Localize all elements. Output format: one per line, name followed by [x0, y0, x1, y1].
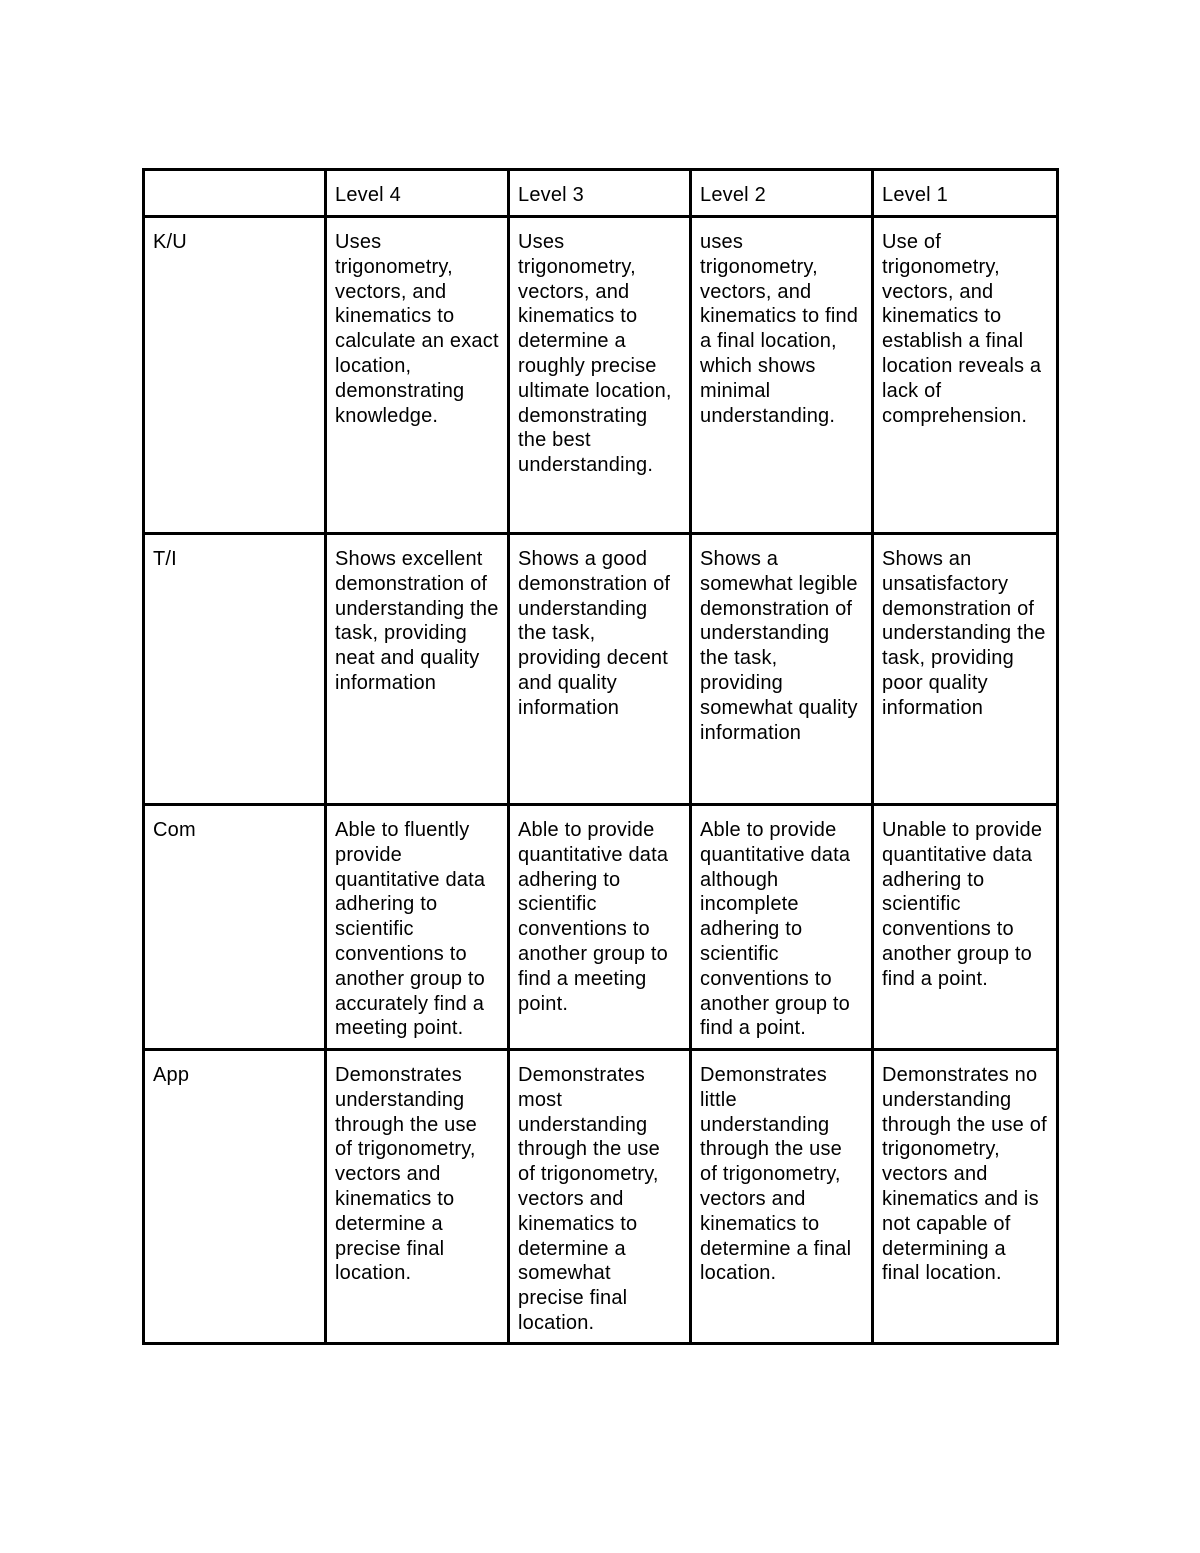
criteria-cell: Unable to provide quantitative data adhering to scientific conventions to another group to find a point.	[873, 805, 1058, 1050]
table-row	[144, 217, 1058, 534]
header-level-3: Level 3	[509, 170, 691, 217]
header-level-1: Level 1	[873, 170, 1058, 217]
criteria-cell: uses trigonometry, vectors, and kinematics to find a final location, which shows minimal understanding.	[691, 217, 873, 534]
header-corner-cell	[144, 170, 326, 217]
header-level-4: Level 4	[326, 170, 509, 217]
criteria-cell: Shows a somewhat legible demonstration of understanding the task, providing somewhat quality information	[691, 534, 873, 805]
criteria-cell: Demonstrates understanding through the use of trigonometry, vectors and kinematics to determine a precise final location.	[326, 1050, 509, 1344]
criteria-cell: Demonstrates most understanding through the use of trigonometry, vectors and kinematics to determine a somewhat precise final location.	[509, 1050, 691, 1344]
criteria-cell: Able to provide quantitative data although incomplete adhering to scientific conventions to another group to find a point.	[691, 805, 873, 1050]
table-row	[144, 534, 1058, 805]
category-cell: App	[144, 1050, 326, 1344]
criteria-cell: Use of trigonometry, vectors, and kinematics to establish a final location reveals a lack of comprehension.	[873, 217, 1058, 534]
criteria-cell: Demonstrates little understanding through the use of trigonometry, vectors and kinematics to determine a final location.	[691, 1050, 873, 1344]
criteria-cell: Shows a good demonstration of understanding the task, providing decent and quality information	[509, 534, 691, 805]
header-row	[144, 170, 1058, 217]
category-cell: K/U	[144, 217, 326, 534]
criteria-cell: Shows excellent demonstration of understanding the task, providing neat and quality information	[326, 534, 509, 805]
criteria-cell: Uses trigonometry, vectors, and kinematics to calculate an exact location, demonstrating knowledge.	[326, 217, 509, 534]
criteria-cell: Able to fluently provide quantitative data adhering to scientific conventions to another group to accurately find a meeting point.	[326, 805, 509, 1050]
category-cell: Com	[144, 805, 326, 1050]
criteria-cell: Shows an unsatisfactory demonstration of understanding the task, providing poor quality information	[873, 534, 1058, 805]
criteria-cell: Uses trigonometry, vectors, and kinematics to determine a roughly precise ultimate location, demonstrating the best understanding.	[509, 217, 691, 534]
header-level-2: Level 2	[691, 170, 873, 217]
table-row	[144, 805, 1058, 1050]
category-cell: T/I	[144, 534, 326, 805]
criteria-cell: Able to provide quantitative data adhering to scientific conventions to another group to find a meeting point.	[509, 805, 691, 1050]
criteria-cell: Demonstrates no understanding through the use of trigonometry, vectors and kinematics and is not capable of determining a final location.	[873, 1050, 1058, 1344]
rubric-table	[142, 168, 1059, 1345]
table-row	[144, 1050, 1058, 1344]
